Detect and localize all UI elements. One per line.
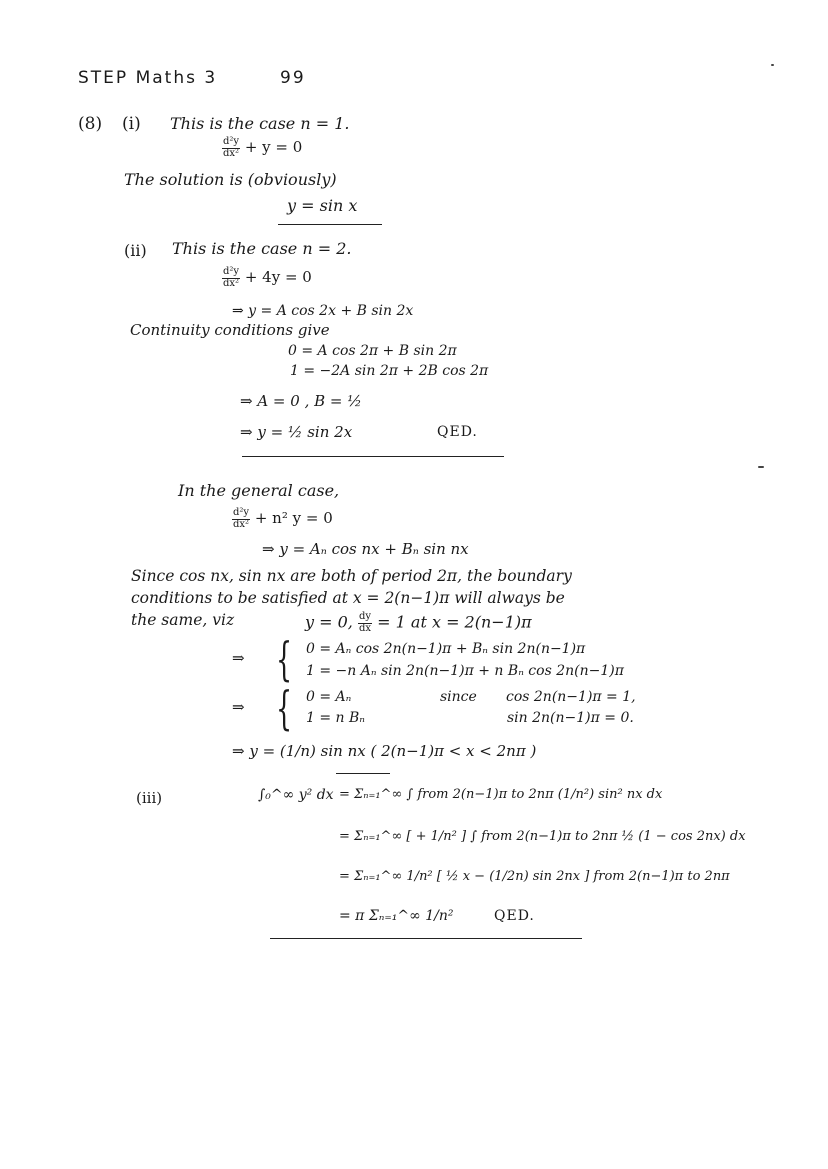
part-i-label: (i) bbox=[122, 114, 141, 134]
part-ii-general-solution: ⇒ y = A cos 2x + B sin 2x bbox=[232, 303, 414, 319]
part-ii-result: ⇒ y = ½ sin 2x bbox=[240, 423, 353, 441]
part-i-dx2: dx² bbox=[223, 147, 240, 159]
general-case-system-2a: 0 = Aₙ bbox=[306, 689, 352, 705]
part-ii-underline bbox=[242, 456, 504, 457]
part-i-underline bbox=[278, 224, 382, 225]
part-ii-condition-1: 0 = A cos 2π + B sin 2π bbox=[288, 343, 457, 359]
general-case-dx: dx bbox=[358, 622, 372, 634]
general-case-dx2: dx² bbox=[233, 518, 250, 530]
general-case-since-a: cos 2n(n−1)π = 1, bbox=[506, 689, 636, 705]
part-iii-line-4: = π Σₙ₌₁^∞ 1/n² bbox=[339, 908, 454, 924]
part-i-intro: This is the case n = 1. bbox=[170, 114, 350, 133]
part-i-d2y: d²y bbox=[223, 136, 240, 147]
general-case-implies-2: ⇒ bbox=[232, 698, 245, 716]
general-case-viz bbox=[305, 612, 532, 634]
part-ii-continuity-text: Continuity conditions give bbox=[130, 321, 330, 339]
general-case-system-1b: 1 = −n Aₙ sin 2n(n−1)π + n Bₙ cos 2n(n−1)π bbox=[306, 663, 624, 679]
part-ii-label: (ii) bbox=[124, 241, 147, 260]
part-i-solution-text: The solution is (obviously) bbox=[124, 170, 337, 189]
part-i-equation-rest: + y = 0 bbox=[244, 138, 303, 156]
general-case-line-1: Since cos nx, sin nx are both of period 2π, the boundary bbox=[131, 567, 572, 585]
general-case-since-b: sin 2n(n−1)π = 0. bbox=[507, 710, 634, 726]
general-case-solution: ⇒ y = Aₙ cos nx + Bₙ sin nx bbox=[262, 540, 469, 558]
part-ii-d2y: d²y bbox=[223, 266, 240, 277]
part-iii-line-1-lhs: ∫₀^∞ y² dx bbox=[258, 787, 334, 803]
general-case-dy: dy bbox=[358, 611, 372, 622]
part-iii-line-2: = Σₙ₌₁^∞ [ + 1/n² ] ∫ from 2(n−1)π to 2nπ ½ (1 − cos 2nx) dx bbox=[339, 829, 746, 844]
question-number: (8) bbox=[78, 114, 103, 134]
part-iii-line-3: = Σₙ₌₁^∞ 1/n² [ ½ x − (1/2n) sin 2nx ] from 2(n−1)π to 2nπ bbox=[339, 869, 730, 884]
general-case-underline bbox=[336, 773, 390, 774]
page-header-subject: STEP Maths 3 bbox=[78, 68, 218, 88]
part-iii-qed: QED. bbox=[494, 908, 535, 924]
scan-speck bbox=[771, 64, 774, 66]
part-ii-equation-rest: + 4y = 0 bbox=[244, 268, 312, 286]
part-i-solution: y = sin x bbox=[287, 196, 358, 215]
scan-speck bbox=[758, 466, 764, 468]
general-case-system-2b: 1 = n Bₙ bbox=[306, 710, 365, 726]
general-case-equation-rest: + n² y = 0 bbox=[254, 509, 333, 527]
part-ii-qed: QED. bbox=[437, 424, 478, 440]
page-header-year: 99 bbox=[280, 68, 306, 88]
part-ii-result-ab: ⇒ A = 0 , B = ½ bbox=[240, 392, 362, 410]
general-case-d2y: d²y bbox=[233, 507, 250, 518]
general-case-viz-tail: = 1 at x = 2(n−1)π bbox=[377, 612, 532, 632]
general-case-since: since bbox=[440, 689, 477, 705]
general-case-viz-y: y = 0, bbox=[305, 612, 353, 632]
part-iii-line-1-rhs: = Σₙ₌₁^∞ ∫ from 2(n−1)π to 2nπ (1/n²) sin² nx dx bbox=[339, 787, 663, 802]
general-case-final: ⇒ y = (1/n) sin nx ( 2(n−1)π < x < 2nπ ) bbox=[232, 742, 537, 760]
part-ii-condition-2: 1 = −2A sin 2π + 2B cos 2π bbox=[290, 363, 489, 379]
general-case-system-1a: 0 = Aₙ cos 2n(n−1)π + Bₙ sin 2n(n−1)π bbox=[306, 641, 586, 657]
general-case-intro: In the general case, bbox=[178, 481, 340, 500]
part-ii-equation bbox=[222, 267, 312, 289]
part-i-equation bbox=[222, 137, 302, 159]
general-case-implies-1: ⇒ bbox=[232, 649, 245, 667]
general-case-line-2: conditions to be satisfied at x = 2(n−1)π will always be bbox=[131, 589, 565, 607]
part-iii-label: (iii) bbox=[136, 789, 163, 807]
part-iii-underline bbox=[270, 938, 582, 939]
general-case-brace-2: { bbox=[276, 681, 293, 735]
general-case-equation bbox=[232, 508, 333, 530]
general-case-line-3: the same, viz bbox=[131, 611, 235, 629]
part-ii-intro: This is the case n = 2. bbox=[172, 239, 352, 258]
part-ii-dx2: dx² bbox=[223, 277, 240, 289]
general-case-brace-1: { bbox=[276, 632, 293, 686]
